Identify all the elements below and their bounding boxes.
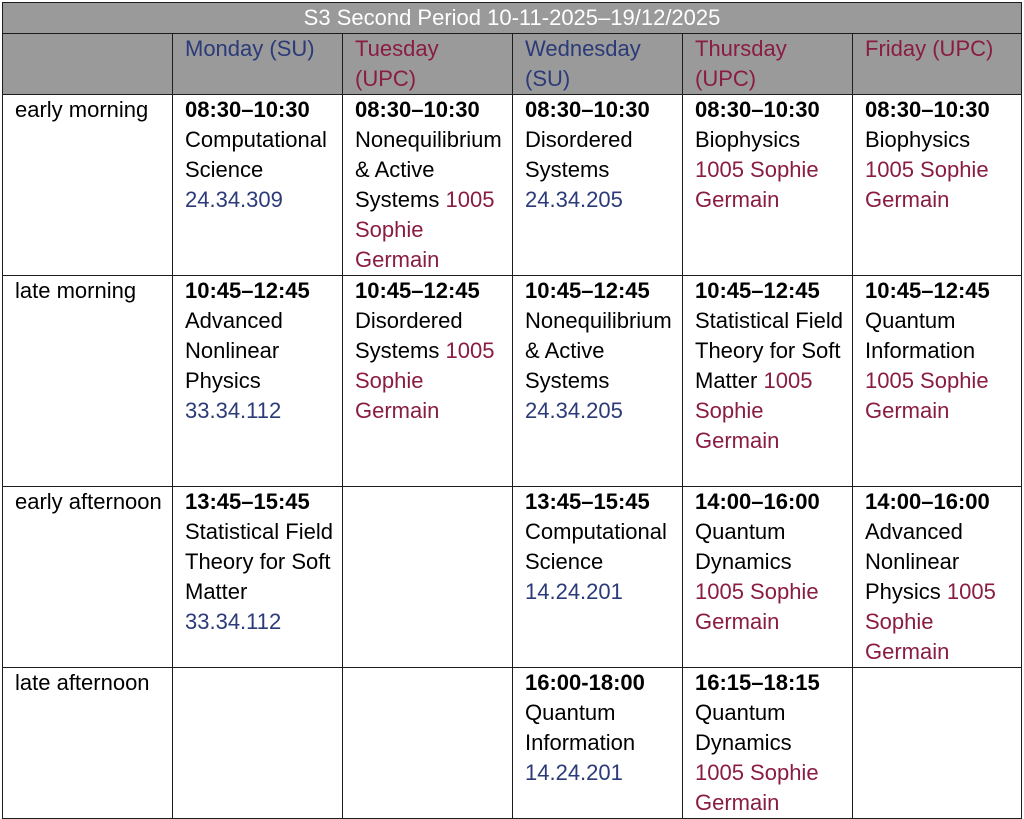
class-time: 08:30–10:30 — [185, 97, 310, 122]
class-cell — [513, 95, 683, 276]
day-label: Thursday (UPC) — [695, 36, 787, 91]
class-time: 08:30–10:30 — [865, 97, 990, 122]
class-cell — [343, 276, 513, 487]
class-time: 10:45–12:45 — [185, 278, 310, 303]
class-cell — [853, 668, 1022, 819]
class-cell — [343, 487, 513, 668]
room-label: 24.34.205 — [525, 187, 623, 212]
course-name: Advanced Nonlinear Physics — [865, 519, 963, 604]
course-name: Biophysics — [695, 127, 801, 152]
class-cell — [683, 95, 853, 276]
class-time: 08:30–10:30 — [695, 97, 820, 122]
class-cell — [513, 668, 683, 819]
room-label: 33.34.112 — [185, 398, 282, 423]
room-label: 1005 Sophie Germain — [355, 338, 495, 423]
course-name: Disordered Systems — [525, 127, 633, 182]
class-cell — [513, 276, 683, 487]
day-header — [683, 34, 853, 95]
class-cell — [853, 276, 1022, 487]
timeslot-label: early afternoon — [3, 487, 173, 668]
timetable-title: S3 Second Period 10-11-2025–19/12/2025 — [3, 3, 1022, 34]
course-name: Quantum Dynamics — [695, 700, 792, 755]
class-cell — [343, 668, 513, 819]
class-time: 08:30–10:30 — [525, 97, 650, 122]
day-header-row — [3, 34, 1022, 95]
class-time: 14:00–16:00 — [865, 489, 990, 514]
course-name: Nonequilibrium & Active Systems — [525, 308, 672, 393]
course-name: Statistical Field Theory for Soft Matter — [185, 519, 333, 604]
timetable — [2, 2, 1022, 819]
timeslot-row — [3, 487, 1022, 668]
room-label: 1005 Sophie Germain — [865, 368, 989, 423]
course-name: Disordered Systems — [355, 308, 463, 363]
class-time: 10:45–12:45 — [695, 278, 820, 303]
course-name: Computational Science — [525, 519, 667, 574]
class-time: 10:45–12:45 — [355, 278, 480, 303]
class-cell — [683, 668, 853, 819]
course-name: Computational Science — [185, 127, 327, 182]
class-cell — [173, 95, 343, 276]
day-header — [173, 34, 343, 95]
room-label: 1005 Sophie Germain — [355, 187, 495, 272]
day-label: Wednesday (SU) — [525, 36, 641, 91]
course-name: Quantum Information — [865, 308, 976, 363]
course-name: Advanced Nonlinear Physics — [185, 308, 283, 393]
class-cell — [173, 276, 343, 487]
day-label: Friday (UPC) — [865, 36, 994, 61]
timeslot-label: late afternoon — [3, 668, 173, 819]
timeslot-row — [3, 276, 1022, 487]
timeslot-row — [3, 95, 1022, 276]
class-cell — [853, 95, 1022, 276]
course-name: Statistical Field Theory for Soft Matter — [695, 308, 843, 393]
timeslot-row — [3, 668, 1022, 819]
day-header — [513, 34, 683, 95]
class-cell — [513, 487, 683, 668]
room-label: 24.34.205 — [525, 398, 623, 423]
course-name: Biophysics — [865, 127, 971, 152]
room-label: 1005 Sophie Germain — [695, 157, 819, 212]
class-time: 16:00-18:00 — [525, 670, 645, 695]
room-label: 1005 Sophie Germain — [865, 579, 996, 664]
class-cell — [683, 487, 853, 668]
day-label: Monday (SU) — [185, 36, 315, 61]
timeslot-label: late morning — [3, 276, 173, 487]
room-label: 14.24.201 — [525, 760, 623, 785]
day-header — [343, 34, 513, 95]
timeslot-label: early morning — [3, 95, 173, 276]
course-name: Nonequilibrium & Active Systems — [355, 127, 502, 212]
room-label: 24.34.309 — [185, 187, 283, 212]
class-time: 10:45–12:45 — [525, 278, 650, 303]
room-label: 1005 Sophie Germain — [695, 368, 813, 453]
room-label: 14.24.201 — [525, 579, 623, 604]
room-label: 33.34.112 — [185, 609, 282, 634]
day-header — [853, 34, 1022, 95]
class-cell — [173, 668, 343, 819]
class-cell — [343, 95, 513, 276]
class-cell — [683, 276, 853, 487]
class-cell — [853, 487, 1022, 668]
class-time: 13:45–15:45 — [185, 489, 310, 514]
class-time: 13:45–15:45 — [525, 489, 650, 514]
class-time: 08:30–10:30 — [355, 97, 480, 122]
corner-cell — [3, 34, 173, 95]
class-cell — [173, 487, 343, 668]
class-time: 14:00–16:00 — [695, 489, 820, 514]
room-label: 1005 Sophie Germain — [695, 760, 819, 815]
day-label: Tuesday (UPC) — [355, 36, 439, 91]
class-time: 16:15–18:15 — [695, 670, 820, 695]
room-label: 1005 Sophie Germain — [695, 579, 819, 634]
course-name: Quantum Dynamics — [695, 519, 792, 574]
class-time: 10:45–12:45 — [865, 278, 990, 303]
course-name: Quantum Information — [525, 700, 636, 755]
room-label: 1005 Sophie Germain — [865, 157, 989, 212]
